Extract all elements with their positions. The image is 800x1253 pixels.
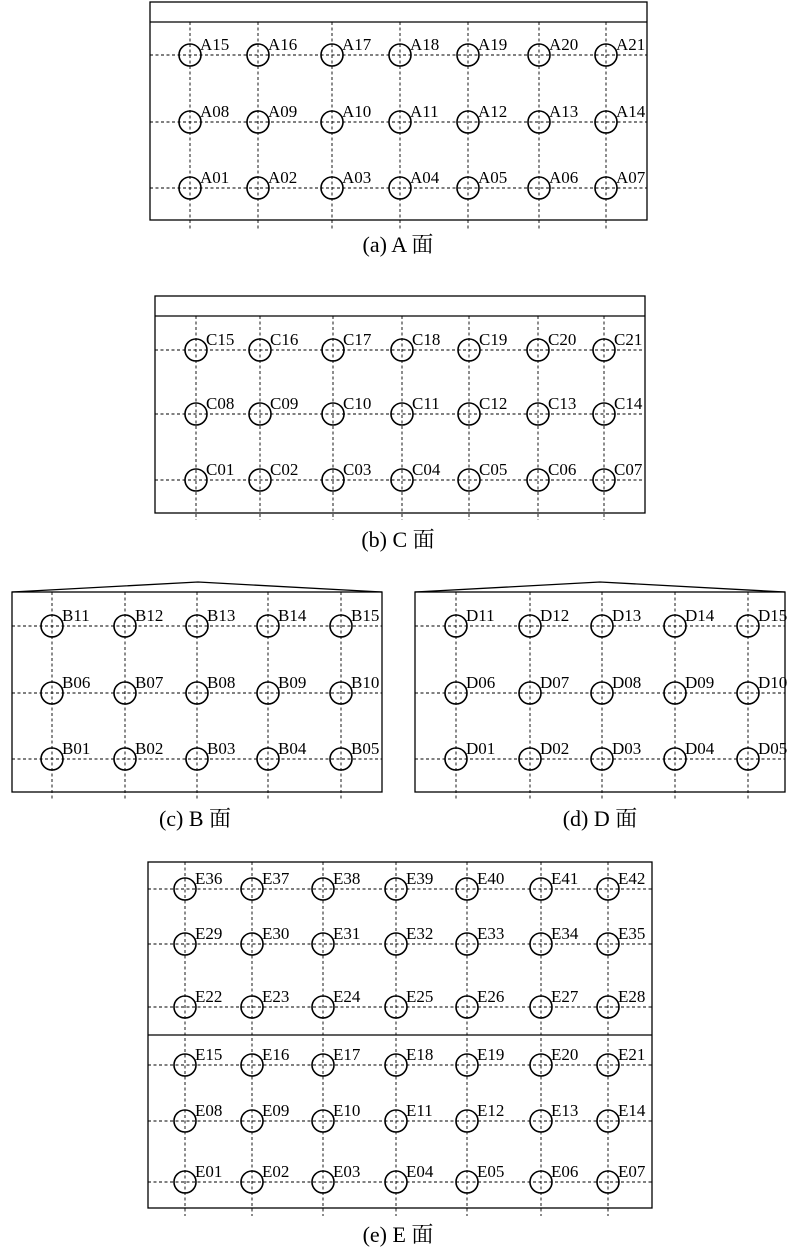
measurement-point-label: E02 (262, 1162, 290, 1181)
measurement-point-label: A01 (200, 168, 230, 187)
measurement-point-label: E30 (262, 924, 290, 943)
measurement-point-label: B07 (135, 673, 164, 692)
panel-d (415, 582, 787, 831)
measurement-point-label: D01 (466, 739, 496, 758)
gable-roof-line (12, 582, 382, 592)
measurement-point-label: E33 (477, 924, 505, 943)
measurement-point-label: E18 (406, 1045, 434, 1064)
measurement-point-label: A18 (410, 35, 440, 54)
measurement-point-label: A15 (200, 35, 230, 54)
measurement-point-label: E40 (477, 869, 505, 888)
measurement-point-label: B08 (207, 673, 236, 692)
panel-b (12, 582, 382, 831)
measurement-point-label: E29 (195, 924, 223, 943)
measurement-point-label: A21 (616, 35, 646, 54)
measurement-point-label: D07 (540, 673, 570, 692)
measurement-point-label: E14 (618, 1101, 646, 1120)
measurement-point-label: E42 (618, 869, 646, 888)
measurement-point-label: E13 (551, 1101, 579, 1120)
measurement-point-label: E21 (618, 1045, 646, 1064)
measurement-point-label: C08 (206, 394, 235, 413)
panel-e (148, 862, 652, 1247)
measurement-point-label: E31 (333, 924, 361, 943)
measurement-point-label: D04 (685, 739, 715, 758)
measurement-point-label: A09 (268, 102, 298, 121)
measurement-point-label: C03 (343, 460, 372, 479)
measurement-point-label: E37 (262, 869, 290, 888)
measurement-point-label: D08 (612, 673, 642, 692)
measurement-point-label: E28 (618, 987, 646, 1006)
measurement-point-label: E15 (195, 1045, 223, 1064)
measurement-point-label: D11 (466, 606, 495, 625)
measurement-point-label: D10 (758, 673, 788, 692)
measurement-point-label: E03 (333, 1162, 361, 1181)
measurement-point-label: C11 (412, 394, 440, 413)
measurement-point-label: B03 (207, 739, 236, 758)
measurement-point-label: B13 (207, 606, 236, 625)
measurement-point-label: E20 (551, 1045, 579, 1064)
measurement-point-label: E04 (406, 1162, 434, 1181)
measurement-point-label: C07 (614, 460, 643, 479)
measurement-point-label: A04 (410, 168, 440, 187)
measurement-point-label: A17 (342, 35, 372, 54)
measurement-point-label: E09 (262, 1101, 290, 1120)
measurement-point-label: C16 (270, 330, 299, 349)
measurement-point-label: C09 (270, 394, 299, 413)
measurement-point-label: B05 (351, 739, 380, 758)
measurement-point-label: C14 (614, 394, 643, 413)
panel-caption: (d) D 面 (562, 806, 638, 831)
measurement-point-label: E41 (551, 869, 579, 888)
panel-caption: (b) C 面 (361, 527, 435, 552)
measurement-point-label: B01 (62, 739, 91, 758)
measurement-point-label: C21 (614, 330, 643, 349)
measurement-point-label: A20 (549, 35, 579, 54)
measurement-point-label: B10 (351, 673, 380, 692)
measurement-point-label: E17 (333, 1045, 361, 1064)
measurement-point-label: A14 (616, 102, 646, 121)
measurement-point-label: C12 (479, 394, 508, 413)
measurement-point-label: A06 (549, 168, 579, 187)
measurement-point-label: E26 (477, 987, 505, 1006)
measurement-point-label: E11 (406, 1101, 433, 1120)
measurement-point-label: E34 (551, 924, 579, 943)
measurement-point-label: B06 (62, 673, 91, 692)
measurement-point-label: E08 (195, 1101, 223, 1120)
panel-caption: (e) E 面 (362, 1222, 434, 1247)
measurement-point-label: B09 (278, 673, 307, 692)
measurement-point-label: E32 (406, 924, 434, 943)
measurement-point-label: E16 (262, 1045, 290, 1064)
measurement-point-label: C10 (343, 394, 372, 413)
measurement-point-label: E27 (551, 987, 579, 1006)
measurement-point-label: A03 (342, 168, 372, 187)
measurement-point-label: C13 (548, 394, 577, 413)
measurement-point-label: C15 (206, 330, 235, 349)
measurement-point-label: E19 (477, 1045, 505, 1064)
measurement-point-label: A02 (268, 168, 298, 187)
measurement-point-label: E01 (195, 1162, 223, 1181)
measurement-point-label: E10 (333, 1101, 361, 1120)
measurement-point-label: A13 (549, 102, 579, 121)
measurement-point-label: C18 (412, 330, 441, 349)
measurement-point-label: A05 (478, 168, 508, 187)
measurement-point-label: A11 (410, 102, 439, 121)
measurement-point-label: B02 (135, 739, 164, 758)
panel-c (155, 296, 645, 552)
measurement-point-label: A16 (268, 35, 298, 54)
measurement-point-label: E07 (618, 1162, 646, 1181)
measurement-point-label: E39 (406, 869, 434, 888)
measurement-point-label: E23 (262, 987, 290, 1006)
measurement-point-label: B15 (351, 606, 380, 625)
measurement-point-label: C20 (548, 330, 577, 349)
measurement-point-label: D02 (540, 739, 570, 758)
panel-a (150, 2, 647, 257)
measurement-point-label: C04 (412, 460, 441, 479)
measurement-point-label: E38 (333, 869, 361, 888)
measurement-point-label: E12 (477, 1101, 505, 1120)
measurement-point-label: E36 (195, 869, 223, 888)
measurement-point-label: A19 (478, 35, 508, 54)
measurement-point-label: C19 (479, 330, 508, 349)
measurement-point-label: D03 (612, 739, 642, 758)
measurement-point-label: A10 (342, 102, 372, 121)
panel-caption: (c) B 面 (158, 806, 232, 831)
measurement-point-label: E35 (618, 924, 646, 943)
measurement-point-label: C05 (479, 460, 508, 479)
measurement-point-label: C17 (343, 330, 372, 349)
measurement-point-label: A07 (616, 168, 646, 187)
measurement-point-label: E05 (477, 1162, 505, 1181)
gable-roof-line (415, 582, 785, 592)
measurement-point-label: C02 (270, 460, 299, 479)
measurement-point-label: A08 (200, 102, 230, 121)
measurement-point-label: D06 (466, 673, 496, 692)
measurement-point-label: E25 (406, 987, 434, 1006)
measurement-point-label: B11 (62, 606, 90, 625)
measurement-point-label: D13 (612, 606, 642, 625)
measurement-point-label: E06 (551, 1162, 579, 1181)
measurement-point-label: C01 (206, 460, 235, 479)
measurement-point-label: B12 (135, 606, 164, 625)
measurement-point-label: D12 (540, 606, 570, 625)
panel-caption: (a) A 面 (362, 232, 434, 257)
measurement-point-label: C06 (548, 460, 577, 479)
measurement-point-label: D05 (758, 739, 788, 758)
measurement-point-label: D09 (685, 673, 715, 692)
measurement-point-label: D15 (758, 606, 788, 625)
measurement-point-label: E22 (195, 987, 223, 1006)
measurement-point-label: D14 (685, 606, 715, 625)
measurement-point-label: A12 (478, 102, 508, 121)
measurement-point-label: B04 (278, 739, 307, 758)
measurement-point-label: B14 (278, 606, 307, 625)
measurement-point-label: E24 (333, 987, 361, 1006)
